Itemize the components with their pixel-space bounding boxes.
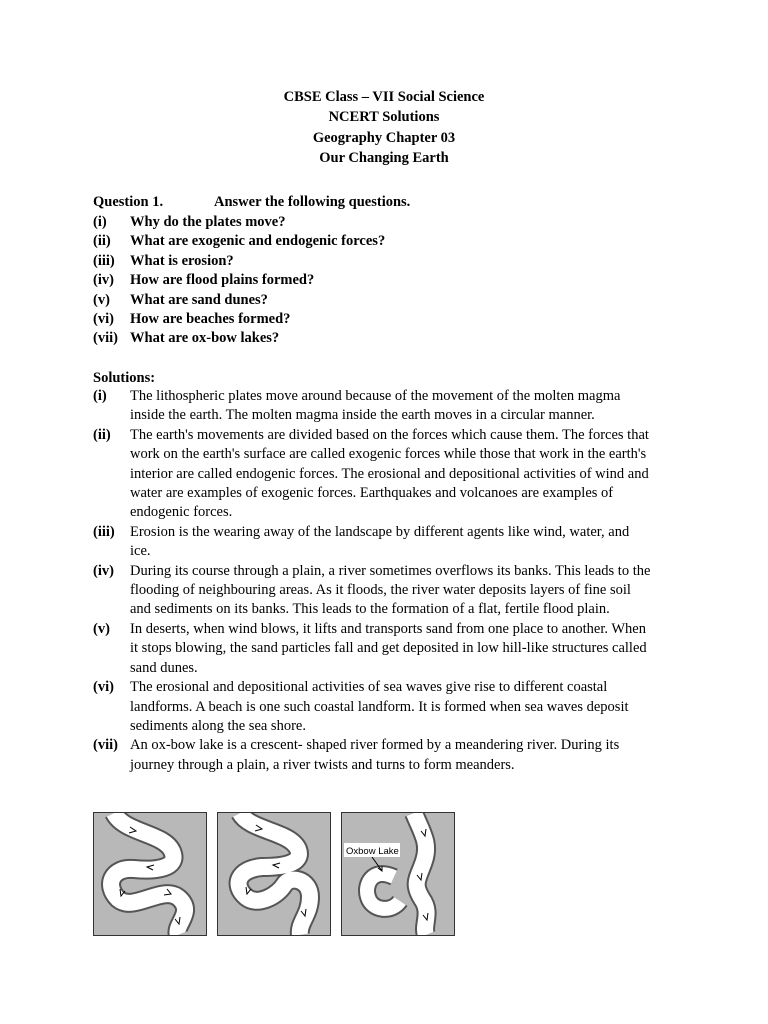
- solution-item-text: During its course through a plain, a river sometimes overflows its banks. This leads to the flooding of neighbouring areas. As it floods, the river water deposits layers of fine soil and sediments on its banks. This leads to the formation of a flat, fertile flood plain.: [130, 562, 651, 618]
- solution-item-number: (vii): [93, 737, 118, 754]
- solution-item: [93, 387, 653, 426]
- question-item-text: What are exogenic and endogenic forces?: [130, 233, 386, 250]
- question-item-text: How are flood plains formed?: [130, 272, 315, 289]
- question-instruction: Answer the following questions.: [214, 194, 411, 210]
- solution-item-text: Erosion is the wearing away of the landscape by different agents like wind, water, and ice.: [130, 523, 630, 560]
- meander-diagram-1: [93, 812, 207, 936]
- question-item-text: What are sand dunes?: [130, 291, 268, 308]
- solution-item-text: An ox-bow lake is a crescent- shaped river formed by a meandering river. During its journey through a plain, a river twists and turns to form meanders.: [130, 737, 620, 773]
- solution-item-text: The lithospheric plates move around because of the movement of the molten magma inside the earth. The molten magma inside the earth moves in a circular manner.: [130, 388, 621, 424]
- question-item: [93, 291, 385, 310]
- oxbow-lake-drawing: [342, 813, 454, 935]
- solution-item: [93, 523, 653, 562]
- question-item-text: What are ox-bow lakes?: [130, 330, 280, 347]
- oxbow-lake-label: Oxbow Lake: [346, 846, 399, 857]
- oxbow-lake-diagram: [341, 812, 455, 936]
- solution-item-number: (iii): [93, 523, 115, 540]
- question-number: Question 1.: [93, 194, 164, 210]
- meander-river-drawing: [94, 813, 206, 935]
- title-line-class: CBSE Class – VII Social Science: [283, 89, 485, 105]
- solution-item-number: (v): [93, 620, 110, 637]
- question-item: [93, 310, 385, 329]
- question-item-number: (vii): [93, 330, 118, 347]
- question-item-number: (v): [93, 291, 110, 308]
- solution-item: [93, 562, 653, 620]
- solution-item: [93, 736, 653, 775]
- solution-item: [93, 620, 653, 678]
- solution-item-number: (iv): [93, 562, 114, 579]
- solution-item-text: In deserts, when wind blows, it lifts and transports sand from one place to another. When it stops blowing, the sand particles fall and get deposited in low hill-like structures called sand dunes.: [130, 620, 647, 676]
- question-item-number: (iii): [93, 252, 115, 269]
- solution-item-text: The earth's movements are divided based on the forces which cause them. The forces that work on the earth's surface are called exogenic forces while those that work in the earth's interior are called endogenic forces. The erosional and depositional activities of wind and water are examples of exogenic forces. Earthquakes and volcanoes are examples of endogenic forces.: [130, 426, 649, 521]
- solution-item: [93, 678, 653, 736]
- title-line-solutions: NCERT Solutions: [328, 109, 440, 126]
- solution-item: [93, 426, 653, 523]
- solution-item-number: (ii): [93, 426, 111, 443]
- question-item-text: Why do the plates move?: [130, 214, 286, 230]
- question-item: [93, 329, 385, 348]
- question-item-number: (ii): [93, 233, 111, 250]
- question-item-text: How are beaches formed?: [130, 311, 291, 328]
- question-item: [93, 213, 385, 232]
- solution-item-number: (i): [93, 388, 107, 404]
- solution-item-text: The erosional and depositional activities of sea waves give rise to different coastal landforms. A beach is one such coastal landform. It is formed when sea waves deposit sediments along the sea shore.: [130, 679, 629, 734]
- meander-diagram-2: [217, 812, 331, 936]
- document-title-block: [0, 87, 768, 169]
- title-line-chapter-name: Our Changing Earth: [319, 150, 449, 167]
- solutions-list: [93, 387, 653, 775]
- question-item-number: (iv): [93, 272, 114, 289]
- question-list: [93, 213, 385, 349]
- meander-neck-drawing: [218, 813, 330, 935]
- question-item: [93, 252, 385, 271]
- question-heading: [93, 193, 410, 212]
- solution-item-number: (vi): [93, 679, 114, 696]
- question-item-number: (i): [93, 214, 107, 230]
- question-item: [93, 232, 385, 251]
- title-line-chapter: Geography Chapter 03: [312, 129, 456, 146]
- question-item: [93, 271, 385, 290]
- solutions-heading: Solutions:: [93, 370, 156, 386]
- question-item-text: What is erosion?: [130, 252, 234, 269]
- question-item-number: (vi): [93, 311, 114, 328]
